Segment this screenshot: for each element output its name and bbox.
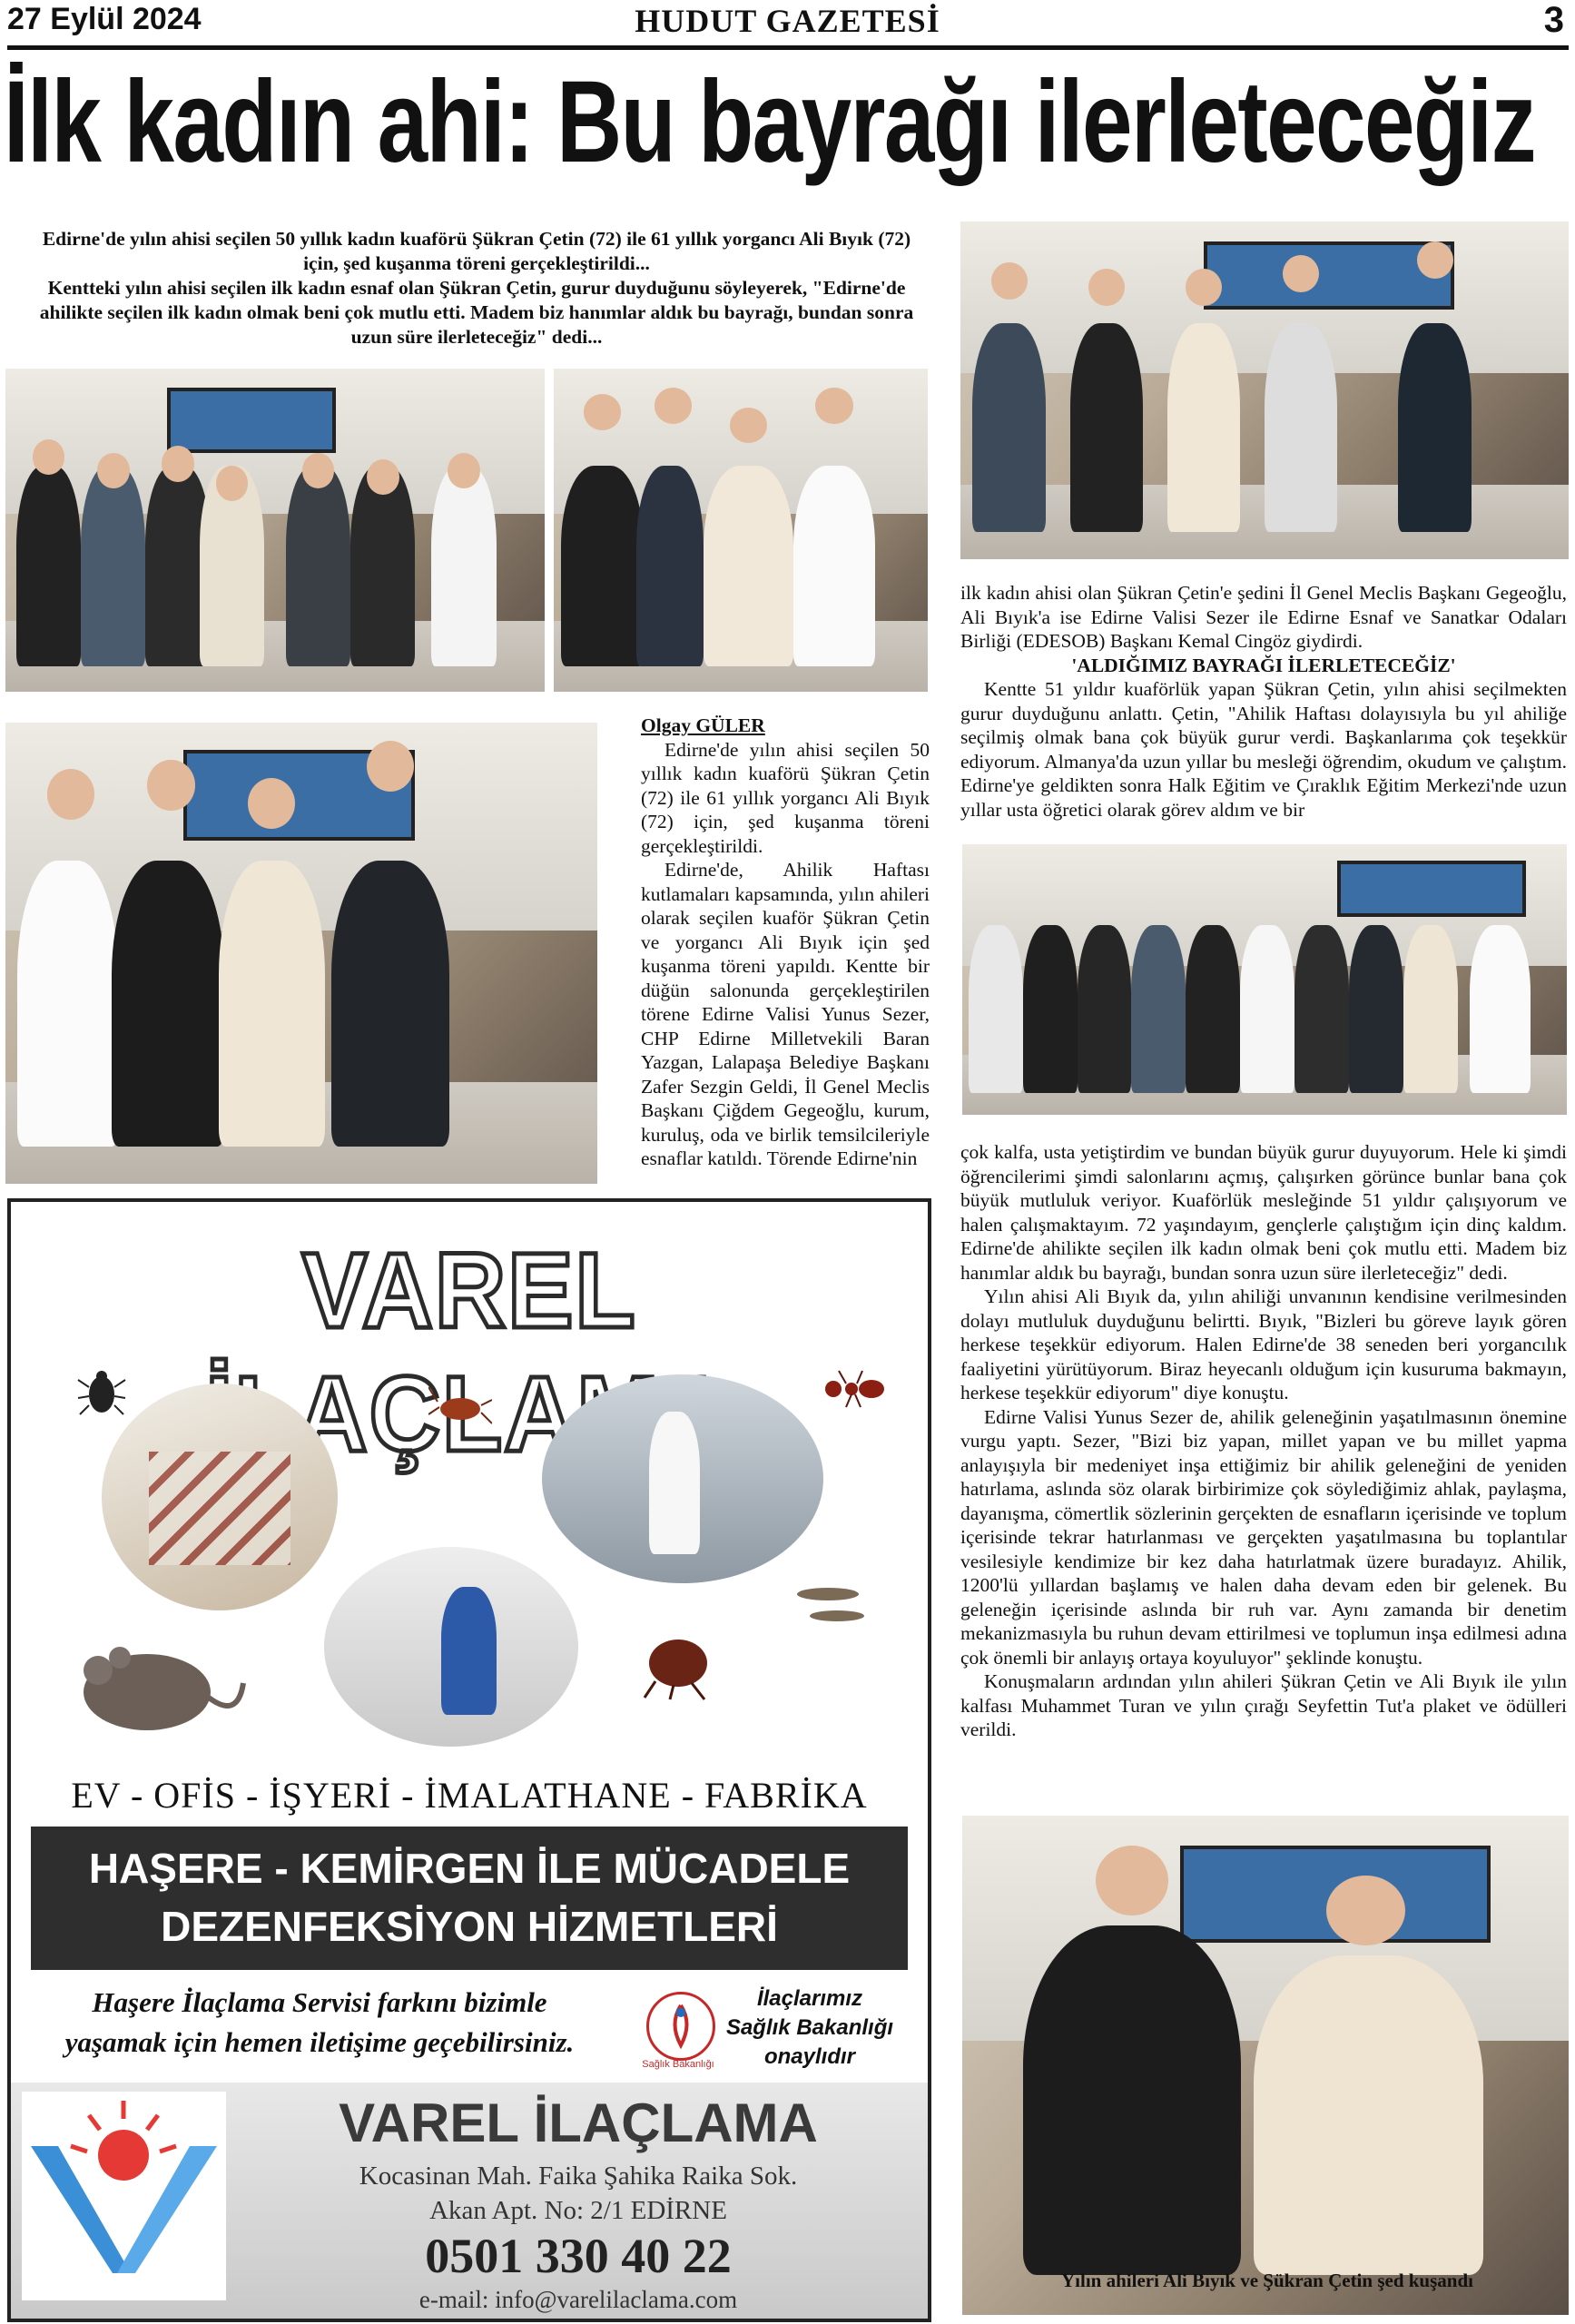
ad-slogan: [29, 1983, 610, 2063]
photo-honorees-with-plaques: [5, 723, 597, 1184]
ad-approval-line-2: Sağlık Bakanlığı: [725, 2015, 894, 2040]
health-ministry-caption: Sağlık Bakanlığı: [642, 2059, 714, 2070]
article-paragraph: Konuşmaların ardından yılın ahileri Şükran Çetin ve Ali Bıyık ile yılın kalfası Muhammet Turan ve yılın çırağı Seyfettin Tut'a plaket ve ödülleri verildi.: [960, 1670, 1567, 1740]
issue-date: 27 Eylül 2024: [7, 2, 202, 36]
headline: İlk kadın ahi: Bu bayrağı ilerleteceğiz: [4, 57, 1535, 187]
ant-icon: [819, 1365, 891, 1411]
silverfish-icon: [783, 1574, 882, 1629]
cockroach-icon: [428, 1384, 492, 1429]
ad-approval-note: [719, 1984, 901, 2072]
ad-band-line-2: DEZENFEKSİYON HİZMETLERİ: [161, 1903, 778, 1950]
header-rule: [7, 45, 1569, 50]
ad-approval-line-3: onaylıdır: [763, 2044, 856, 2069]
flea-icon: [637, 1629, 719, 1701]
photo-group-wide: [962, 844, 1567, 1115]
article-subhead: 'ALDIĞIMIZ BAYRAĞI İLERLETECEĞİZ': [1071, 654, 1456, 676]
ad-image-worker-spraying: [324, 1547, 578, 1747]
ad-email[interactable]: e-mail: info@varelilaclama.com: [418, 2286, 738, 2313]
photo-ceremony-group-right-top: [960, 222, 1569, 559]
photo-ceremony-left: [5, 369, 545, 692]
ad-approval-line-1: İlaçlarımız: [756, 1986, 863, 2011]
health-ministry-logo-icon: [646, 1992, 715, 2061]
article-column-2-upper: [960, 581, 1567, 822]
lead-line-1: Edirne'de yılın ahisi seçilen 50 yıllık kadın kuaförü Şükran Çetin (72) ile 61 yıllık yorgancı Ali Bıyık (72) için, şed kuşanma töreni gerçekleştirildi...: [42, 228, 911, 274]
article-paragraph: çok kalfa, usta yetiştirdim ve bundan büyük gurur duyuyorum. Hele ki şimdi öğrencilerimi şimdi salonlarını açmış, çalışırken görünce bunlar bana çok büyük mutluluk veriyor. Kuaförlük mesleğinde 51 yıldır çalışıyorum ve halen çalışmaktayım. 72 yaşındayım, gençlerle çalıştığım için dinç kaldım. Edirne'de ahilikte seçilen ilk kadın olmak beni çok mutlu etti. Madem biz hanımlar aldık bu bayrağı, bundan sonra uzun süre ilerleteceğiz" dedi.: [960, 1141, 1567, 1284]
ad-address: [238, 2159, 919, 2228]
page-number: 3: [1543, 0, 1564, 40]
article-column-1: [641, 714, 930, 1171]
article-paragraph: Edirne Valisi Yunus Sezer de, ahilik geleneğinin yaşatılmasının önemine vurgu yaptı. Sezer, "Bizi biz yapan, millet yapan ve bu millet yapma anlayışıyla bir medeniyet inşa ettiğimiz bir ahilik geleneğini de yeniden hatırlama, aslında söz olarak birbirimize çok söylediğimiz ahlak, paylaşma, dayanışma, cömertlik sözlerinin gerçekten de esnafların içerisinde ve toplum içerisinde tekrar hatırlanması ve gerçekten yaşatılmasına bu toplantılar vesilesiyle kendimize bir kez daha hatırlatmak üzere buradayız. Ahilik, 1200'lü yıllardan başlamış ve halen daha devam eden bir gelenek. Bu geleneğin içerisinde aslında bir ruh var. Aynı zamanda bir denetim mekanizmasıyla bu ruhun devam ettirilmesi ve toplumun inşa edilmesi adına çok önemli bir anlayış ortaya koyuluyor" şeklinde konuştu.: [960, 1405, 1567, 1669]
ad-image-staircase-spray: [102, 1384, 338, 1610]
advertisement: [7, 1198, 931, 2322]
lead-line-2: Kentteki yılın ahisi seçilen ilk kadın esnaf olan Şükran Çetin, gurur duyduğunu söyleyerek, "Edirne'de ahilikte seçilen ilk kadın olmak beni çok mutlu etti. Madem biz hanımlar aldık bu bayrağı, bundan sonra uzun süre ilerleteceğiz" dedi...: [39, 277, 914, 348]
photo-plaques-middle: [554, 369, 928, 692]
byline: Olgay GÜLER: [641, 714, 765, 736]
ad-band-line-1: HAŞERE - KEMİRGEN İLE MÜCADELE: [88, 1845, 851, 1892]
ad-company-name: VAREL İLAÇLAMA: [339, 2093, 818, 2153]
article-paragraph: Edirne'de yılın ahisi seçilen 50 yıllık kadın kuaförü Şükran Çetin (72) ile 61 yıllık yorgancı Ali Bıyık (72) için, şed kuşanma töreni gerçekleştirildi.: [641, 738, 930, 857]
varel-logo-icon: [22, 2092, 226, 2300]
article-paragraph: ilk kadın ahisi olan Şükran Çetin'e şedini İl Genel Meclis Başkanı Gegeoğlu, Ali Bıyık'a ise Edirne Valisi Sezer ile Edirne Esnaf ve Sanatkar Odaları Birliği (EDESOB) Başkanı Kemal Cingöz giydirdi.: [960, 582, 1567, 652]
ad-services: EV - OFİS - İŞYERİ - İMALATHANE - FABRİKA: [71, 1775, 868, 1816]
beetle-icon: [74, 1365, 129, 1420]
mouse-icon: [65, 1620, 247, 1747]
article-paragraph: Edirne'de, Ahilik Haftası kutlamaları kapsamında, yılın ahileri olarak seçilen kuaför Şükran Çetin ve yorgancı Ali Bıyık için şed kuşanma töreni yapıldı. Kentte bir düğün salonunda gerçekleştirilen törene Edirne Valisi Yunus Sezer, CHP Edirne Milletvekili Baran Yazgan, Lalapaşa Belediye Başkanı Zafer Sezgin Geldi, İl Genel Meclis Başkanı Çiğdem Gegeoğlu, kurum, kuruluş, oda ve birlik temsilcileriyle esnaflar katıldı. Törende Edirne'nin: [641, 859, 930, 1169]
ad-slogan-line-1: Haşere İlaçlama Servisi farkını bizimle: [92, 1986, 547, 2018]
newspaper-name: HUDUT GAZETESİ: [635, 3, 940, 39]
ad-image-hallway-disinfection: [542, 1374, 823, 1583]
article-paragraph: Yılın ahisi Ali Bıyık da, yılın ahiliği unvanının kendisine verilmesinden dolayı mutluluk duyduğunu belirtti. Bıyık, "Bizleri bu göreve layık gören herkese teşekkür ediyorum. Halen Edirne'de 38 seneden beri yorgancılık faaliyetini yürütüyorum. Biraz heyecanlı olduğum için kusuruma bakmayın, herkese teşekkür ediyorum" diye konuştu.: [960, 1285, 1567, 1403]
lead-paragraph: [27, 227, 926, 350]
photo-two-honorees: [962, 1816, 1569, 2315]
ad-title: VAREL: [301, 1231, 637, 1351]
ad-phone[interactable]: 0501 330 40 22: [425, 2229, 732, 2283]
article-column-2-lower: [960, 1140, 1567, 1742]
photo-caption: Yılın ahileri Ali Bıyık ve Şükran Çetin şed kuşandı: [1061, 2270, 1473, 2291]
ad-slogan-line-2: yaşamak için hemen iletişime geçebilirsiniz.: [64, 2026, 575, 2058]
ad-service-band: [31, 1827, 908, 1970]
article-paragraph: Kentte 51 yıldır kuaförlük yapan Şükran Çetin, yılın ahisi seçilmekten gurur duyduğunu anlattı. Çetin, "Ahilik Haftası dolayısıyla bu yıl ahiliğe seçilmiş olmak bana çok büyük gurur verdi. Başkanlarıma çok teşekkür ediyorum. Almanya'da uzun yıllar bu mesleği öğrendim, okudum ve çalıştım. Edirne'ye geldikten sonra Halk Eğitim ve Çıraklık Eğitim Merkezi'nde uzun yıllar usta öğretici olarak görev aldım ve bir: [960, 678, 1567, 821]
ad-address-line-1: Kocasinan Mah. Faika Şahika Raika Sok.: [359, 2162, 798, 2191]
ad-address-line-2: Akan Apt. No: 2/1 EDİRNE: [429, 2196, 727, 2225]
